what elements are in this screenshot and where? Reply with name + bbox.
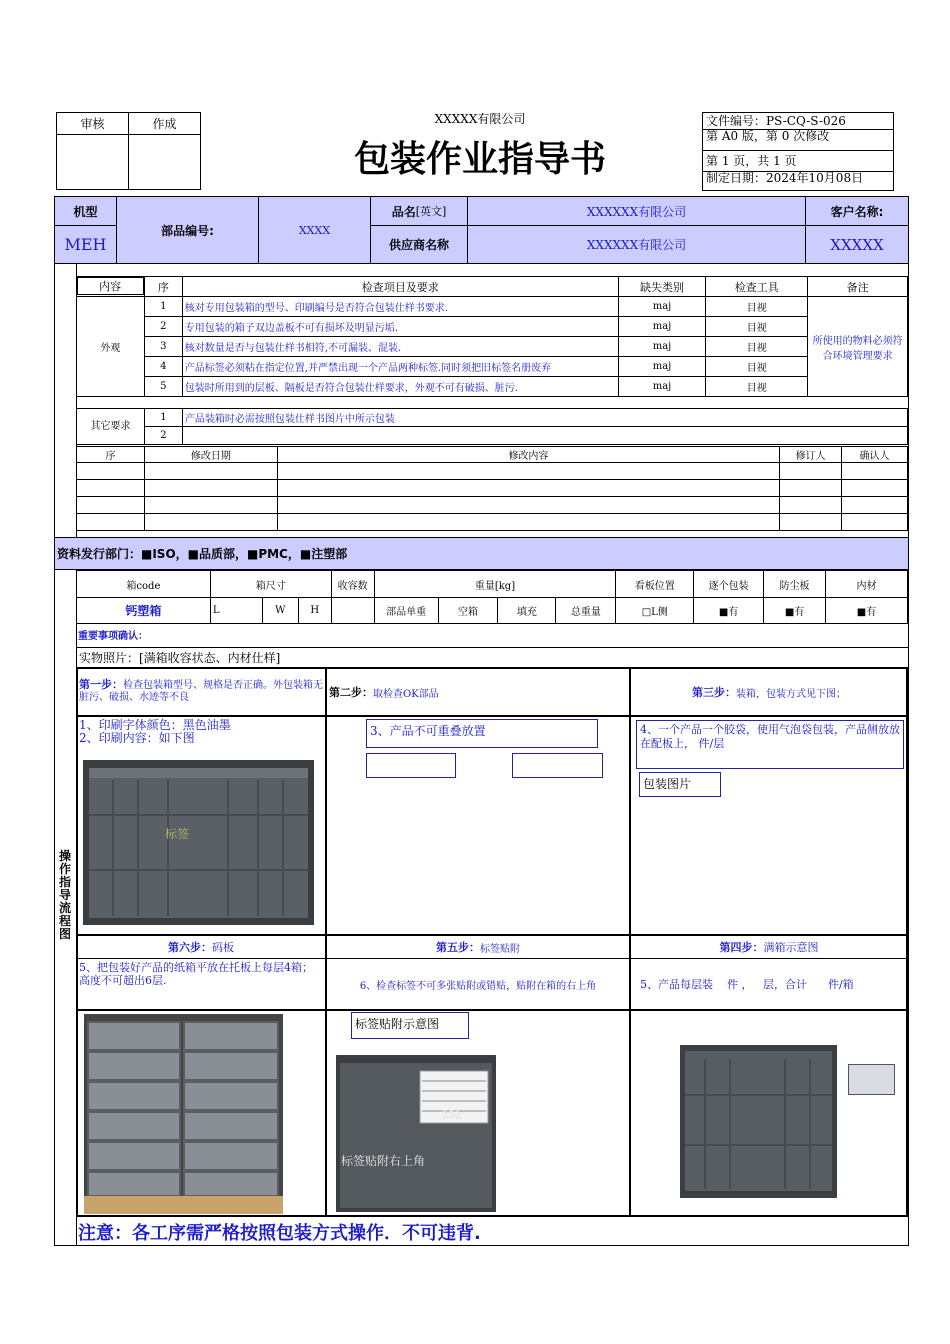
row-no: 5 <box>144 377 182 397</box>
part-no-value: XXXX <box>259 197 371 263</box>
step1-note2: 2、印刷内容：如下图 <box>79 731 195 745</box>
box-col-individual: 逐个包装 <box>694 571 764 598</box>
rev-cell[interactable] <box>77 497 145 514</box>
step6-header <box>78 936 324 958</box>
step5-header <box>327 936 629 958</box>
company-name: XXXXX有限公司 <box>434 111 526 126</box>
remark-cell: 所使用的物料必须符合环境管理要求 <box>808 297 908 397</box>
row-type: maj <box>618 337 706 357</box>
rev-cell[interactable] <box>842 480 908 497</box>
customer-label: 客户名称: <box>806 197 908 226</box>
weight-total: 总重量 <box>556 598 616 624</box>
box-dim-l: L <box>210 598 262 624</box>
step5-text: 标签贴附 <box>480 943 520 955</box>
step3-pack: 包装图片 <box>639 772 721 797</box>
box-col-size: 箱尺寸 <box>210 571 331 598</box>
col-content: 内容 <box>77 277 144 295</box>
step6-title: 第六步： <box>168 941 212 954</box>
footer-note: 注意：各工序需严格按照包装方式操作．不可违背. <box>78 1223 481 1244</box>
customer-value: XXXXX <box>806 226 908 263</box>
svg-text:标签: 标签 <box>165 827 190 841</box>
rev-cell[interactable] <box>780 514 842 531</box>
step3-text: 装箱，包装方式见下图； <box>736 688 846 700</box>
important-label: 重要事项确认： <box>78 630 148 642</box>
rev-cell[interactable] <box>277 497 779 514</box>
col-tool: 检查工具 <box>706 277 808 297</box>
row-tool: 目视 <box>706 357 808 377</box>
label-photo <box>336 1055 496 1212</box>
other-label: 其它要求 <box>77 409 145 445</box>
other-req-table <box>76 408 908 445</box>
box-col-qty: 收容数 <box>331 571 374 598</box>
step3-note: 4、一个产品一个胶袋，使用气泡袋包装，产品侧放放在配板上， 件/层 <box>636 720 904 769</box>
label-number: 252 <box>442 1110 462 1121</box>
crate-illustration <box>83 760 314 925</box>
rev-cell[interactable] <box>842 463 908 480</box>
kanban-value[interactable]: □L侧 <box>616 598 694 624</box>
col-type: 缺失类别 <box>618 277 706 297</box>
step1-title: 第一步： <box>79 678 123 691</box>
rev-cell[interactable] <box>144 497 277 514</box>
step4-text: 满箱示意图 <box>763 941 819 954</box>
row-no: 1 <box>144 297 182 317</box>
row-tool: 目视 <box>706 317 808 337</box>
page-title: 包装作业指导书 <box>353 138 606 180</box>
box-type: 钙塑箱 <box>77 598 211 624</box>
box-col-weight: 重量[kg] <box>374 571 616 598</box>
rev-cell[interactable] <box>144 480 277 497</box>
step5-title: 第五步： <box>436 941 480 954</box>
rev-cell[interactable] <box>144 514 277 531</box>
col-no: 序 <box>144 277 182 297</box>
row-type: maj <box>618 357 706 377</box>
box-table <box>76 570 908 624</box>
box-photo <box>83 760 314 925</box>
other-no: 1 <box>144 409 182 427</box>
model-label: 机型 <box>55 197 117 226</box>
row-tool: 目视 <box>706 377 808 397</box>
step2-title: 第二步： <box>329 686 373 699</box>
photo-label: 实物照片：[满箱收容状态、内材仕样] <box>76 647 908 668</box>
other-no: 2 <box>144 427 182 445</box>
row-tool: 目视 <box>706 297 808 317</box>
rev-cell[interactable] <box>277 514 779 531</box>
box-col-kanban: 看板位置 <box>616 571 694 598</box>
row-item: 专用包装的箱子双边盖板不可有损坏及明显污垢. <box>182 317 618 337</box>
rev-cell[interactable] <box>277 480 779 497</box>
label-thumbnail <box>848 1064 895 1095</box>
crate-label-illustration <box>336 1055 496 1212</box>
stack-photo <box>84 1014 283 1214</box>
box-col-dust: 防尘板 <box>764 571 826 598</box>
doc-date: 制定日期：2024年10月08日 <box>702 171 894 191</box>
product-label: 品名 <box>391 204 416 219</box>
row-no: 2 <box>144 317 182 337</box>
rev-col-reviser: 修订人 <box>780 447 842 463</box>
doc-version: 第 A0 版，第 0 次修改 <box>702 129 894 151</box>
full-box-photo <box>680 1045 837 1198</box>
rev-col-date: 修改日期 <box>144 447 277 463</box>
box-dim-w: W <box>262 598 298 624</box>
distribution-band: 资料发行部门：■ISO，■品质部，■PMC，■注塑部 <box>54 537 909 570</box>
step2-note: 3、产品不可重叠放置 <box>366 719 598 748</box>
weight-unit: 部品单重 <box>374 598 438 624</box>
rev-cell[interactable] <box>77 463 145 480</box>
row-type: maj <box>618 297 706 317</box>
product-label-cell <box>371 197 468 226</box>
step2-box-right <box>512 753 603 778</box>
inspection-table <box>76 276 908 397</box>
rev-cell[interactable] <box>842 497 908 514</box>
step3-title: 第三步： <box>692 686 736 699</box>
step4-note: 5、产品每层装 件 ， 层，合计 件/箱 <box>640 978 854 991</box>
product-value: XXXXXX有限公司 <box>468 197 806 226</box>
rev-cell[interactable] <box>77 480 145 497</box>
weight-fill: 填充 <box>498 598 556 624</box>
other-item <box>182 427 907 445</box>
label-title: 标签贴附示意图 <box>351 1012 469 1039</box>
other-item: 产品装箱时必需按照包装仕样书图片中所示包装 <box>182 409 907 427</box>
review-label: 审核 <box>56 112 129 135</box>
supplier-label: 供应商名称 <box>371 226 468 263</box>
box-qty-value[interactable] <box>331 598 374 624</box>
dust-value[interactable]: ■有 <box>764 598 826 624</box>
step1-note1: 1、印刷字体颜色：黑色油墨 <box>79 718 231 732</box>
step4-title: 第四步： <box>719 941 764 954</box>
side-label: 操作指导流程图 <box>58 849 71 941</box>
col-item: 检查项目及要求 <box>182 277 618 297</box>
rev-cell[interactable] <box>77 514 145 531</box>
step2-box-left <box>366 753 456 778</box>
col-remark: 备注 <box>808 277 908 297</box>
step5-note: 6、检查标签不可多张贴附或错贴，贴附在箱的右上角 <box>359 980 597 992</box>
rev-cell[interactable] <box>780 480 842 497</box>
inner-value[interactable]: ■有 <box>826 598 908 624</box>
row-type: maj <box>618 377 706 397</box>
row-tool: 目视 <box>706 337 808 357</box>
step6-text: 码板 <box>212 941 234 954</box>
label-caption: 标签贴附右上角 <box>341 1154 426 1168</box>
weight-empty: 空箱 <box>438 598 498 624</box>
product-label-en: [英文] <box>415 205 447 218</box>
review-sign-box <box>56 134 129 190</box>
step4-header <box>631 936 907 958</box>
box-col-inner: 内材 <box>826 571 908 598</box>
box-dim-h: H <box>298 598 331 624</box>
full-crate-illustration <box>680 1045 837 1198</box>
row-item: 包装时所用到的层板、隔板是否符合包装仕样要求，外观不可有破损、脏污. <box>182 377 618 397</box>
row-no: 4 <box>144 357 182 377</box>
doc-page: 第 1 页，共 1 页 <box>702 150 894 172</box>
row-no: 3 <box>144 337 182 357</box>
step6-note: 5、把包装好产品的纸箱平放在托板上每层4箱；高度不可超出6层. <box>79 961 313 987</box>
step1-header <box>79 679 323 704</box>
step3-header <box>633 680 905 704</box>
group-appearance: 外观 <box>77 297 145 397</box>
make-sign-box <box>128 134 201 190</box>
step2-text: 取检查OK部品 <box>373 688 439 700</box>
row-item: 产品标签必须粘在指定位置,并严禁出现一个产品两种标签.同时须把旧标签名册废弃 <box>182 357 618 377</box>
part-no-label: 部品编号: <box>117 197 259 263</box>
stacked-crates-illustration <box>84 1014 283 1214</box>
supplier-value: XXXXXX有限公司 <box>468 226 806 263</box>
step1-text: 检查包装箱型号、规格是否正确。外包装箱无脏污、破损、水迹等不良 <box>79 680 323 703</box>
rev-cell[interactable] <box>144 463 277 480</box>
revision-table <box>76 446 908 531</box>
rev-col-content: 修改内容 <box>277 447 779 463</box>
rev-cell[interactable] <box>780 497 842 514</box>
box-col-code: 箱code <box>77 571 211 598</box>
row-type: maj <box>618 317 706 337</box>
row-item: 核对数量是否与包装仕样书相符,不可漏装、混装. <box>182 337 618 357</box>
step2-header <box>329 680 627 704</box>
rev-cell[interactable] <box>277 463 779 480</box>
make-label: 作成 <box>128 112 201 135</box>
model-value: MEH <box>55 226 117 263</box>
rev-cell[interactable] <box>842 514 908 531</box>
rev-col-no: 序 <box>77 447 145 463</box>
rev-col-confirmer: 确认人 <box>842 447 908 463</box>
individual-value[interactable]: ■有 <box>694 598 764 624</box>
rev-cell[interactable] <box>780 463 842 480</box>
doc-number: 文件编号：PS-CQ-S-026 <box>702 112 894 130</box>
row-item: 核对专用包装箱的型号、印刷编号是否符合包装仕样书要求. <box>182 297 618 317</box>
